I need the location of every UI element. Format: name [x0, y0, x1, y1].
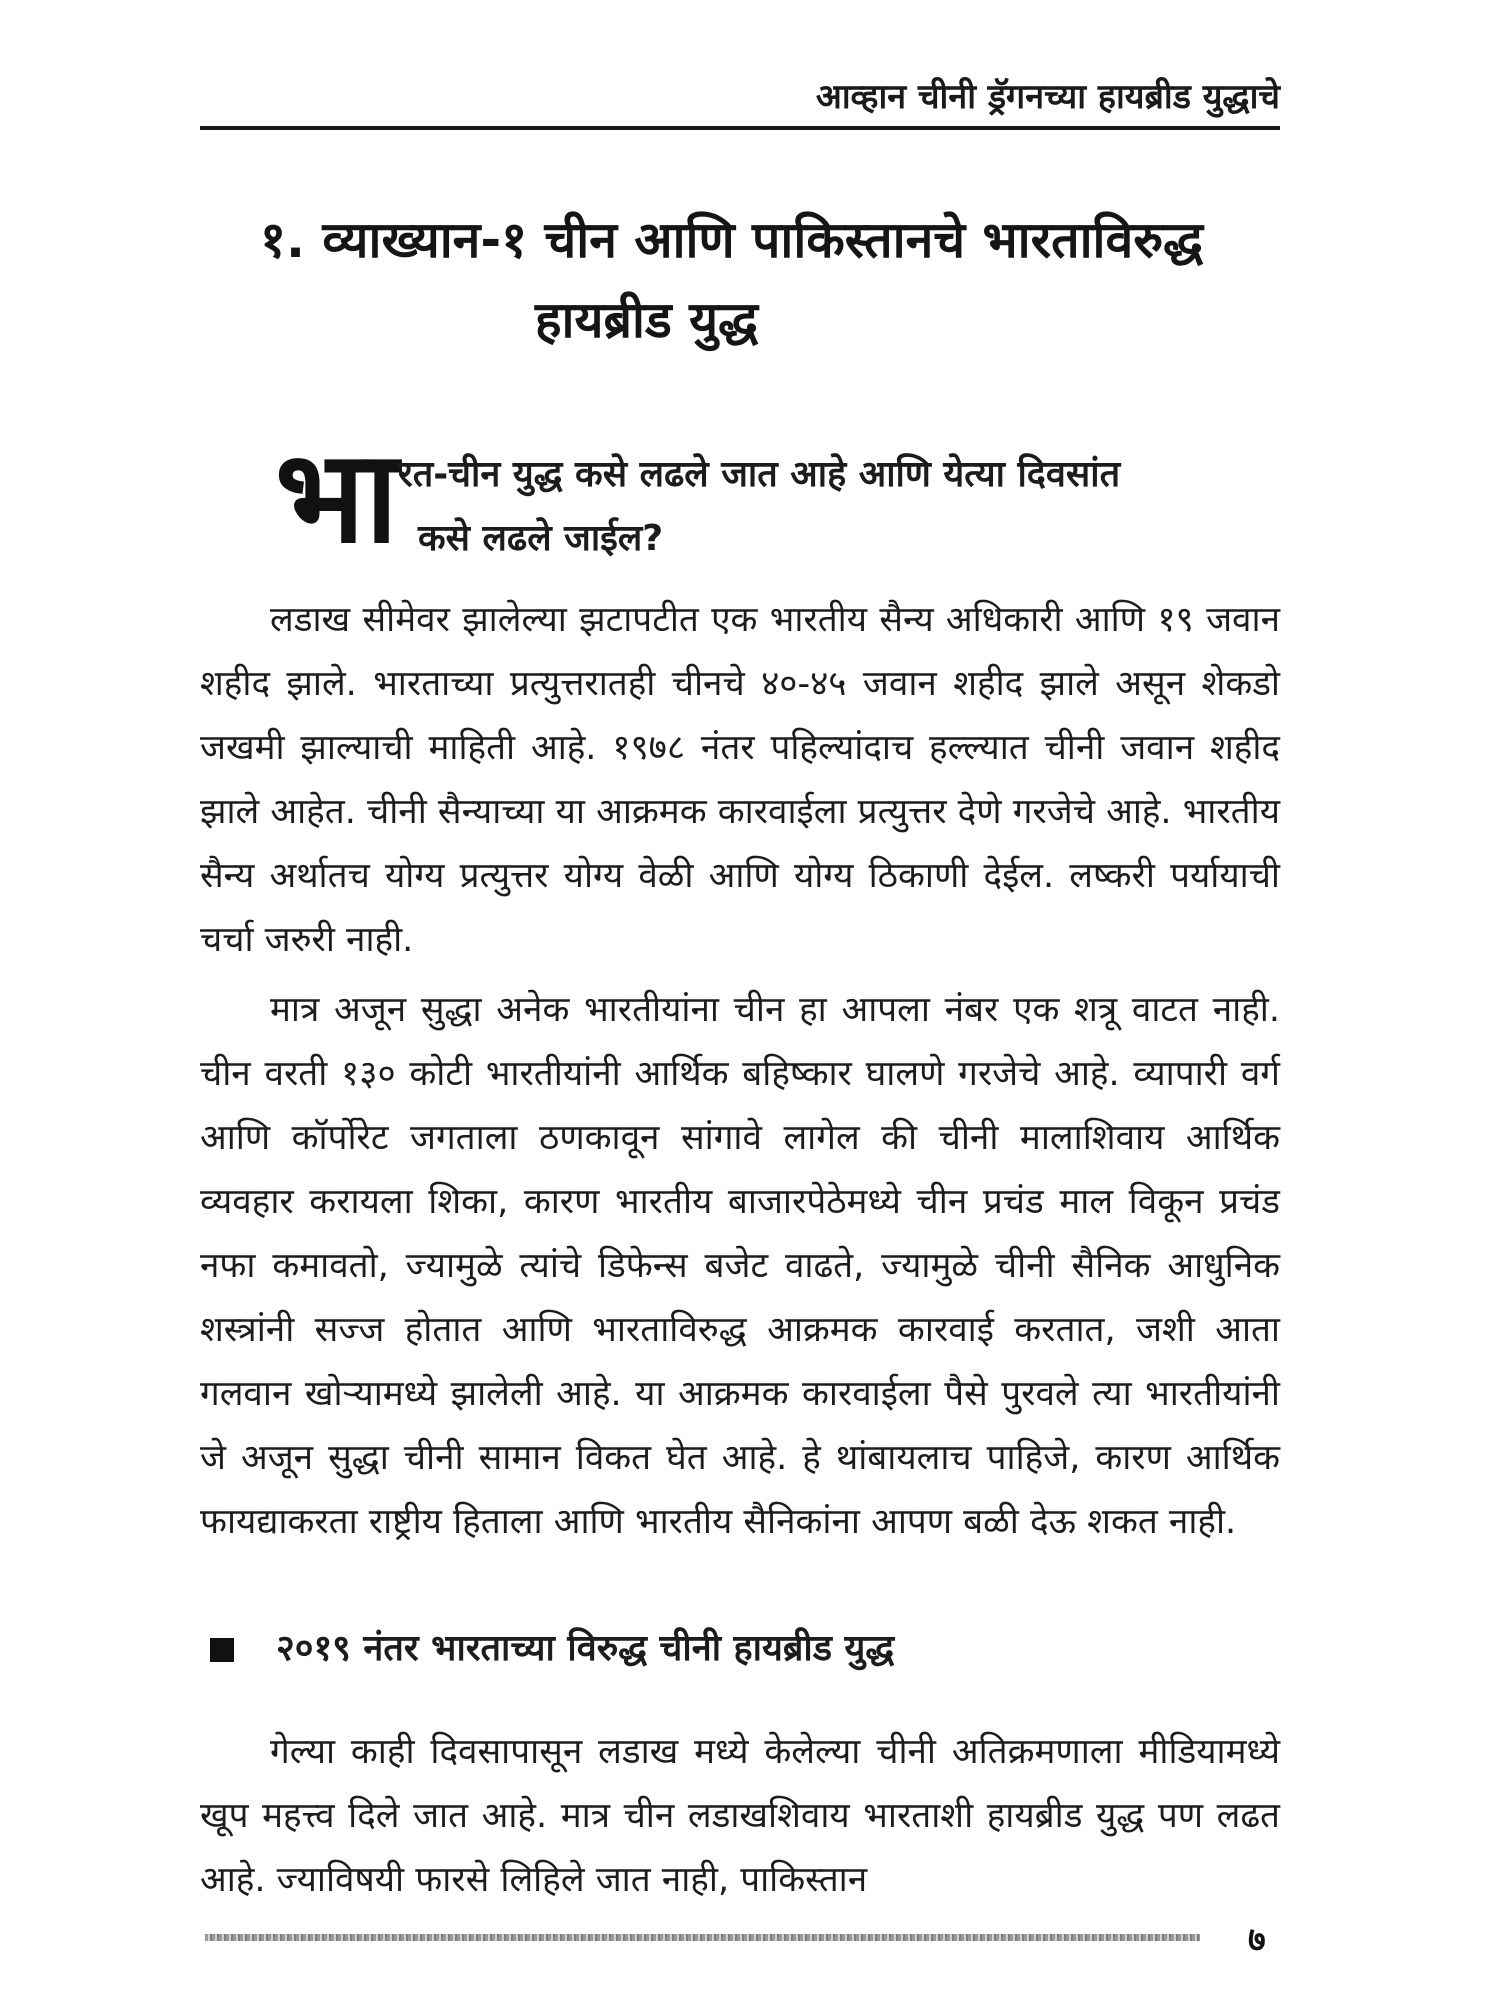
section-heading-text: २०१९ नंतर भारताच्या विरुद्ध चीनी हायब्रीड युद्ध	[276, 1628, 895, 1669]
drop-cap: भा	[275, 423, 399, 572]
lead-question-line-1: रत-चीन युद्ध कसे लढले जात आहे आणि येत्या दिवसांत	[398, 454, 1121, 495]
lead-question-line-2: कसे लढले जाईल?	[418, 518, 664, 559]
section-heading	[200, 1622, 1280, 1671]
running-header: आव्हान चीनी ड्रॅगनच्या हायब्रीड युद्धाचे	[815, 77, 1280, 117]
lead-question	[200, 423, 1280, 580]
header-rule	[200, 126, 1280, 130]
chapter-title	[200, 200, 1280, 360]
paragraph-3: गेल्या काही दिवसापासून लडाख मध्ये केलेल्या चीनी अतिक्रमणाला मीडियामध्ये खूप महत्त्व दिले जात आहे. मात्र चीन लडाखशिवाय भारताशी हायब्रीड युद्ध पण लढत आहे. ज्याविषयी फारसे लिहिले जात नाही, पाकिस्तान	[200, 1732, 1280, 1900]
paragraph-2: मात्र अजून सुद्धा अनेक भारतीयांना चीन हा आपला नंबर एक शत्रू वाटत नाही. चीन वरती १३० कोटी भारतीयांनी आर्थिक बहिष्कार घालणे गरजेचे आहे. व्यापारी वर्ग आणि कॉर्पोरेट जगताला ठणकावून सांगावे लागेल की चीनी मालाशिवाय आर्थिक व्यवहार करायला शिका, कारण भारतीय बाजारपेठेमध्ये चीन प्रचंड माल विकून प्रचंड नफा कमावतो, ज्यामुळे त्यांचे डिफेन्स बजेट वाढते, ज्यामुळे चीनी सैनिक आधुनिक शस्त्रांनी सज्ज होतात आणि भारताविरुद्ध आक्रमक कारवाई करतात, जशी आता गलवान खोऱ्यामध्ये झालेली आहे. या आक्रमक कारवाईला पैसे पुरवले त्या भारतीयांनी जे अजून सुद्धा चीनी सामान विकत घेत आहे. हे थांबायलाच पाहिजे, कारण आर्थिक फायद्याकरता राष्ट्रीय हिताला आणि भारतीय सैनिकांना आपण बळी देऊ शकत नाही.	[200, 990, 1280, 1542]
paragraph-1: लडाख सीमेवर झालेल्या झटापटीत एक भारतीय सैन्य अधिकारी आणि १९ जवान शहीद झाले. भारताच्या प्रत्युत्तरातही चीनचे ४०-४५ जवान शहीद झाले असून शेकडो जखमी झाल्याची माहिती आहे. १९७८ नंतर पहिल्यांदाच हल्ल्यात चीनी जवान शहीद झाले आहेत. चीनी सैन्याच्या या आक्रमक कारवाईला प्रत्युत्तर देणे गरजेचे आहे. भारतीय सैन्य अर्थातच योग्य प्रत्युत्तर योग्य वेळी आणि योग्य ठिकाणी देईल. लष्करी पर्यायाची चर्चा जरुरी नाही.	[200, 600, 1280, 960]
square-bullet-icon	[210, 1638, 234, 1662]
chapter-title-line-2: हायब्रीड युद्ध	[535, 291, 759, 349]
chapter-title-line-1: १. व्याख्यान-१ चीन आणि पाकिस्तानचे भारताविरुद्ध	[260, 211, 1204, 269]
footer-rule	[205, 1934, 1200, 1941]
page-number: ७	[1248, 1920, 1266, 1960]
